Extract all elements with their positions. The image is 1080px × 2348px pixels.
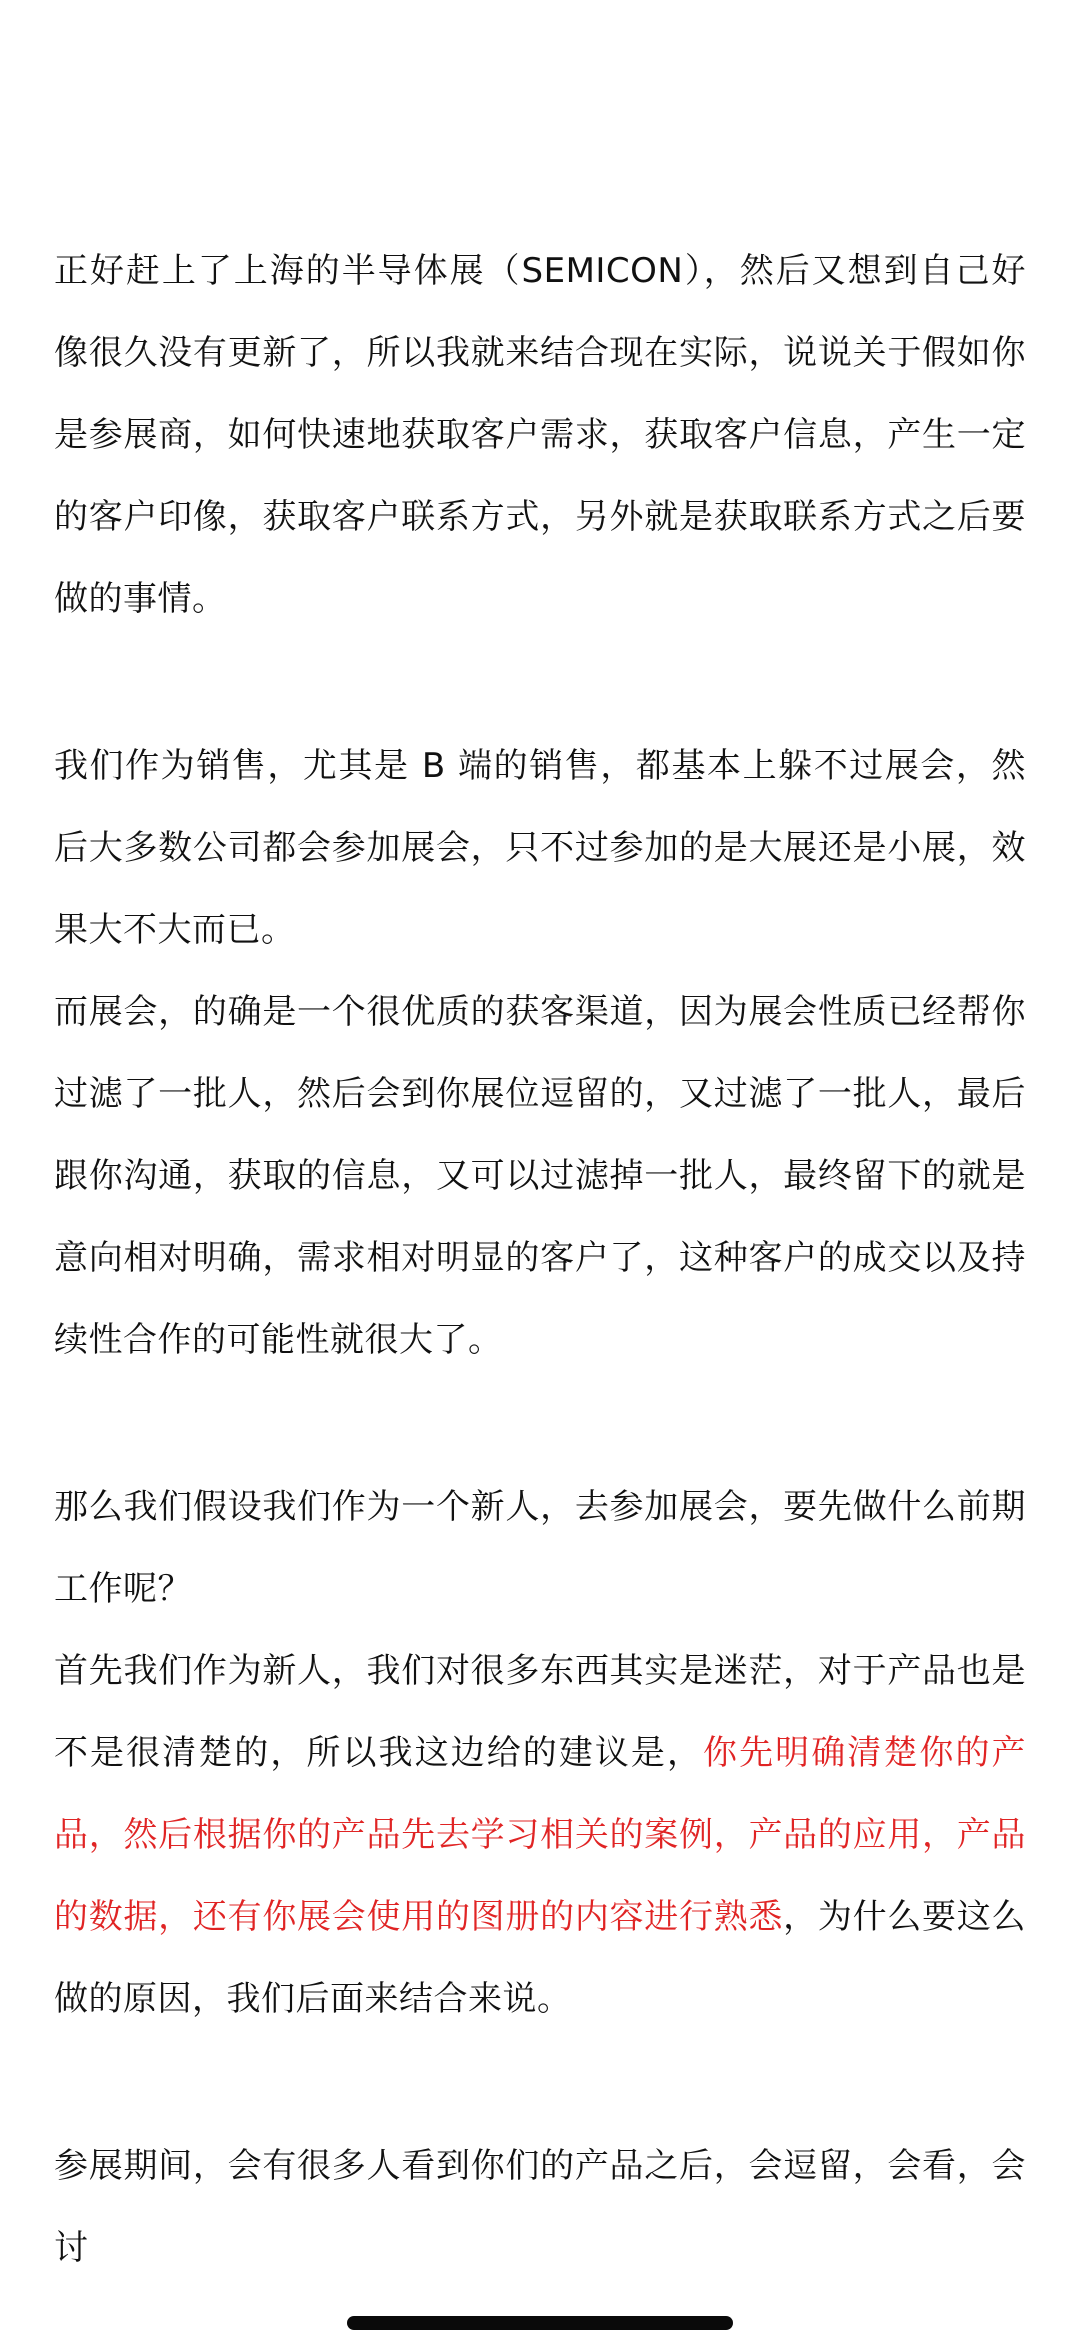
- paragraph-newcomer-question: 那么我们假设我们作为一个新人，去参加展会，要先做什么前期工作呢？: [54, 1487, 1026, 1609]
- article-body: [54, 230, 1026, 2289]
- paragraph-intro: 正好赶上了上海的半导体展（SEMICON），然后又想到自己好像很久没有更新了，所以我就来结合现在实际，说说关于假如你是参展商，如何快速地获取客户需求，获取客户信息，产生一定的客户印像，获取客户联系方式，另外就是获取联系方式之后要做的事情。: [54, 251, 1026, 619]
- home-indicator[interactable]: [347, 2316, 733, 2330]
- advice-text-before: 首先我们作为新人，我们对很多东西其实是迷茫，对于产品也是不是很清楚的，所以我这边给的建议是，: [54, 1651, 1026, 1773]
- paragraph-during-exhibition: 参展期间，会有很多人看到你们的产品之后，会逗留，会看，会讨: [54, 2146, 1026, 2268]
- highlighted-advice: 你先明确清楚你的产品，然后根据你的产品先去学习相关的案例，产品的应用，产品的数据，还有你展会使用的图册的内容进行熟悉: [54, 1733, 1027, 1937]
- paragraph-advice: [54, 1630, 1026, 2040]
- paragraph-sales-exhibitions: 我们作为销售，尤其是 B 端的销售，都基本上躲不过展会，然后大多数公司都会参加展会，只不过参加的是大展还是小展，效果大不大而已。: [54, 746, 1026, 950]
- advice-text-after: ，为什么要这么做的原因，我们后面来结合来说。: [54, 1897, 1027, 2019]
- paragraph-exhibition-channel: 而展会，的确是一个很优质的获客渠道，因为展会性质已经帮你过滤了一批人，然后会到你展位逗留的，又过滤了一批人，最后跟你沟通，获取的信息，又可以过滤掉一批人，最终留下的就是意向相对明确，需求相对明显的客户了，这种客户的成交以及持续性合作的可能性就很大了。: [54, 992, 1026, 1360]
